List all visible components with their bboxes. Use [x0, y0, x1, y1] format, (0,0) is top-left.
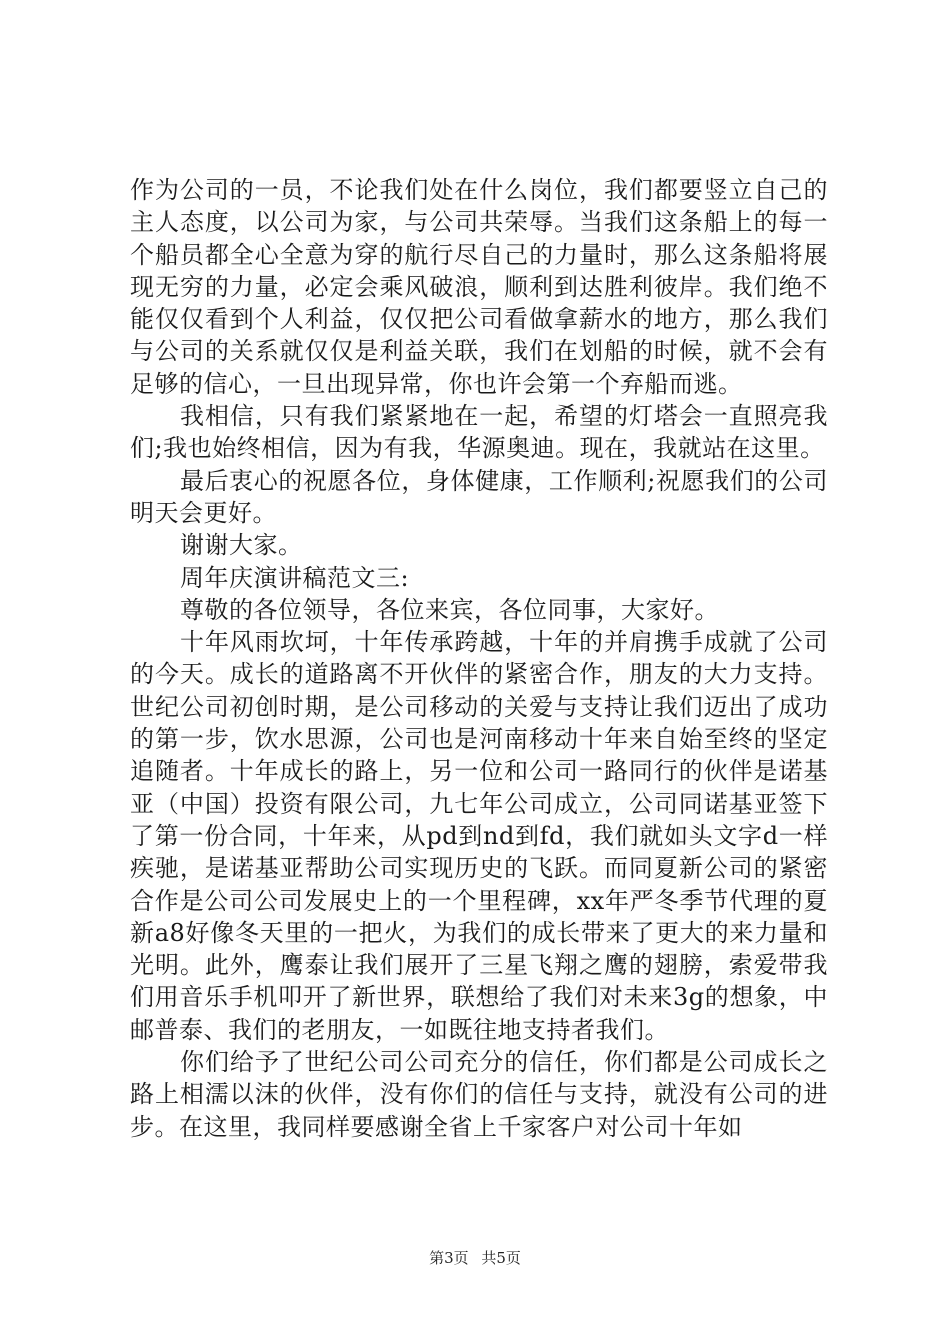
paragraph: 你们给予了世纪公司公司充分的信任，你们都是公司成长之路上相濡以沫的伙伴，没有你们的信任与支持，就没有公司的进步。在这里，我同样要感谢全省上千家客户对公司十年如 — [130, 1048, 828, 1141]
paragraph: 十年风雨坎坷，十年传承跨越，十年的并肩携手成就了公司的今天。成长的道路离不开伙伴的紧密合作，朋友的大力支持。世纪公司初创时期，是公司移动的关爱与支持让我们迈出了成功的第一步，饮水思源，公司也是河南移动十年来自始至终的坚定追随者。十年成长的路上，另一位和公司一路同行的伙伴是诺基亚（中国）投资有限公司，九七年公司成立，公司同诺基亚签下了第一份合同，十年来，从pd到nd到fd，我们就如头文字d一样疾驰，是诺基亚帮助公司实现历史的飞跃。而同夏新公司的紧密合作是公司公司发展史上的一个里程碑，xx年严冬季节代理的夏新a8好像冬天里的一把火，为我们的成长带来了更大的来力量和光明。此外，鹰泰让我们展开了三星飞翔之鹰的翅膀，索爱带我们用音乐手机叩开了新世界，联想给了我们对未来3g的想象，中邮普泰、我们的老朋友，一如既往地支持者我们。 — [130, 628, 828, 1044]
page-total: 共5页 — [481, 1249, 521, 1267]
section-heading: 周年庆演讲稿范文三: — [180, 563, 410, 592]
paragraph: 最后衷心的祝愿各位，身体健康，工作顺利;祝愿我们的公司明天会更好。 — [130, 466, 828, 527]
page-footer — [0, 1247, 950, 1268]
paragraph: 谢谢大家。 — [180, 531, 303, 560]
page-number: 第3页 — [429, 1249, 469, 1267]
paragraph: 我相信，只有我们紧紧地在一起，希望的灯塔会一直照亮我们;我也始终相信，因为有我，华源奥迪。现在，我就站在这里。 — [130, 402, 828, 463]
paragraph: 作为公司的一员，不论我们处在什么岗位，我们都要竖立自己的主人态度，以公司为家，与公司共荣辱。当我们这条船上的每一个船员都全心全意为穿的航行尽自己的力量时，那么这条船将展现无穷的力量，必定会乘风破浪，顺利到达胜利彼岸。我们绝不能仅仅看到个人利益，仅仅把公司看做拿薪水的地方，那么我们与公司的关系就仅仅是利益关联，我们在划船的时候，就不会有足够的信心，一旦出现异常，你也许会第一个弃船而逃。 — [130, 176, 828, 398]
greeting: 尊敬的各位领导，各位来宾，各位同事，大家好。 — [180, 595, 719, 624]
document-body — [130, 174, 828, 1143]
